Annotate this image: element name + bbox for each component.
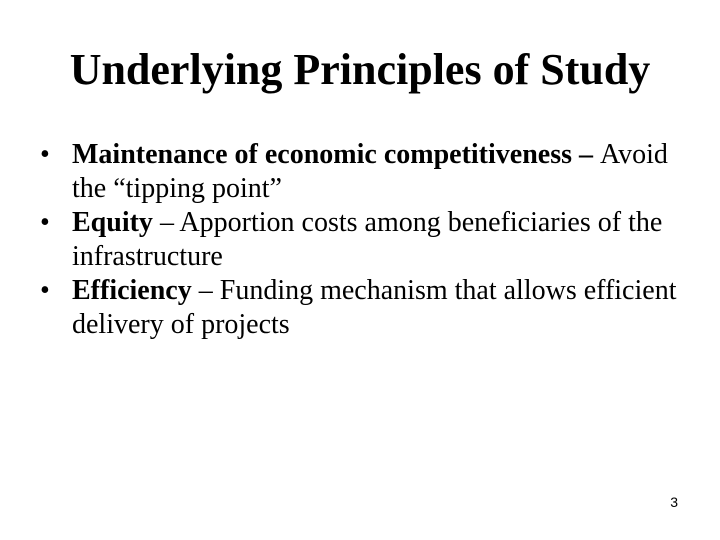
bullet-text: Avoid the “tipping point”: [72, 139, 668, 204]
bullet-separator: –: [152, 207, 180, 238]
bullet-dot-icon: •: [40, 207, 50, 238]
bullet-term: Efficiency: [72, 275, 192, 306]
page-number: 3: [670, 494, 678, 510]
bullet-item-equity: [40, 206, 680, 274]
bullet-dot-icon: •: [40, 275, 50, 306]
bullet-dot-icon: •: [40, 139, 50, 170]
bullet-text: Apportion costs among beneficiaries of the infrastructure: [72, 207, 663, 272]
bullet-item-efficiency: [40, 274, 680, 342]
bullet-separator: –: [191, 275, 220, 306]
bullet-term: Equity: [72, 207, 153, 238]
bullet-list: [40, 138, 680, 342]
bullet-item-competitiveness: [40, 138, 680, 206]
slide-title: Underlying Principles of Study: [69, 45, 651, 94]
bullet-text: Funding mechanism that allows efficient delivery of projects: [72, 275, 677, 340]
bullet-separator: –: [572, 139, 600, 170]
bullet-term: Maintenance of economic competitiveness: [72, 139, 572, 170]
